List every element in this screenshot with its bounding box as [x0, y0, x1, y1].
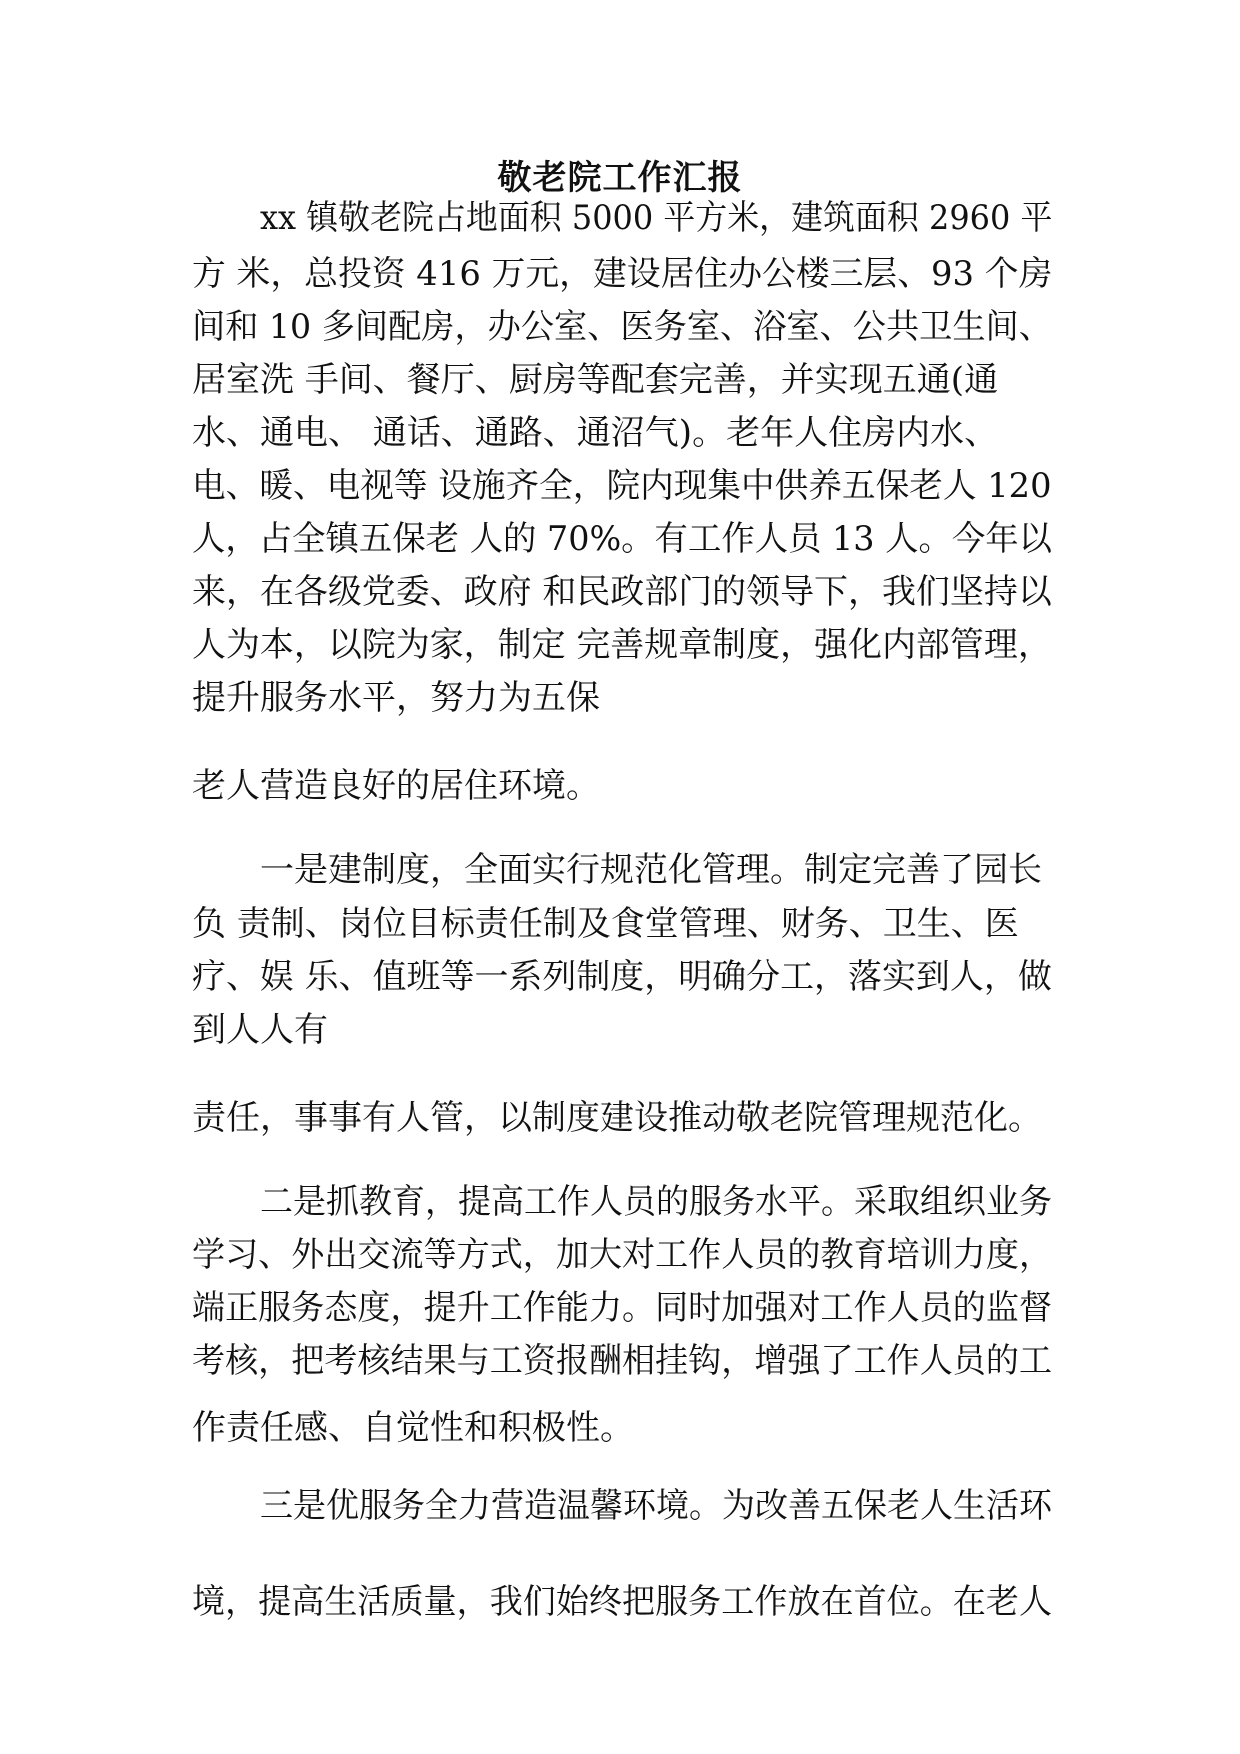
paragraph-line: 三是优服务全力营造温馨环境。为改善五保老人生活环	[260, 1486, 1053, 1526]
paragraph-line: 居室洗 手间、餐厅、厨房等配套完善，并实现五通(通	[192, 360, 999, 400]
document-title: 敬老院工作汇报	[497, 158, 743, 198]
paragraph-line: 学习、外出交流等方式，加大对工作人员的教育培训力度，	[192, 1235, 1053, 1275]
paragraph-line: 人为本，以院为家，制定 完善规章制度，强化内部管理，	[192, 625, 1052, 665]
paragraph-line: 作责任感、自觉性和积极性。	[192, 1408, 634, 1448]
paragraph-line: 考核，把考核结果与工资报酬相挂钩，增强了工作人员的工	[192, 1341, 1053, 1381]
paragraph-line: 责任，事事有人管，以制度建设推动敬老院管理规范化。	[192, 1098, 1042, 1138]
paragraph-line: 提升服务水平，努力为五保	[192, 678, 600, 718]
paragraph-line: xx 镇敬老院占地面积 5000 平方米，建筑面积 2960 平	[260, 198, 1053, 238]
paragraph-line: 间和 10 多间配房，办公室、医务室、浴室、公共卫生间、	[192, 307, 1052, 347]
paragraph-line: 人，占全镇五保老 人的 70%。有工作人员 13 人。今年以	[192, 519, 1053, 559]
paragraph-line: 老人营造良好的居住环境。	[192, 766, 600, 806]
paragraph-line: 端正服务态度，提升工作能力。同时加强对工作人员的监督	[192, 1288, 1053, 1328]
paragraph-line: 疗、娱 乐、值班等一系列制度，明确分工，落实到人，做	[192, 957, 1052, 997]
paragraph-line: 方 米，总投资 416 万元，建设居住办公楼三层、93 个房	[192, 254, 1053, 294]
paragraph-line: 境，提高生活质量，我们始终把服务工作放在首位。在老人	[192, 1582, 1053, 1622]
paragraph-line: 到人人有	[192, 1010, 328, 1050]
paragraph-line: 水、通电、 通话、通路、通沼气)。老年人住房内水、	[192, 413, 999, 453]
paragraph-line: 电、暖、电视等 设施齐全，院内现集中供养五保老人 120	[192, 466, 1052, 506]
paragraph-line: 负 责制、岗位目标责任制及食堂管理、财务、卫生、医	[192, 904, 1019, 944]
paragraph-line: 一是建制度，全面实行规范化管理。制定完善了园长	[260, 850, 1042, 890]
paragraph-line: 二是抓教育，提高工作人员的服务水平。采取组织业务	[260, 1182, 1053, 1222]
paragraph-line: 来，在各级党委、政府 和民政部门的领导下，我们坚持以	[192, 572, 1052, 612]
